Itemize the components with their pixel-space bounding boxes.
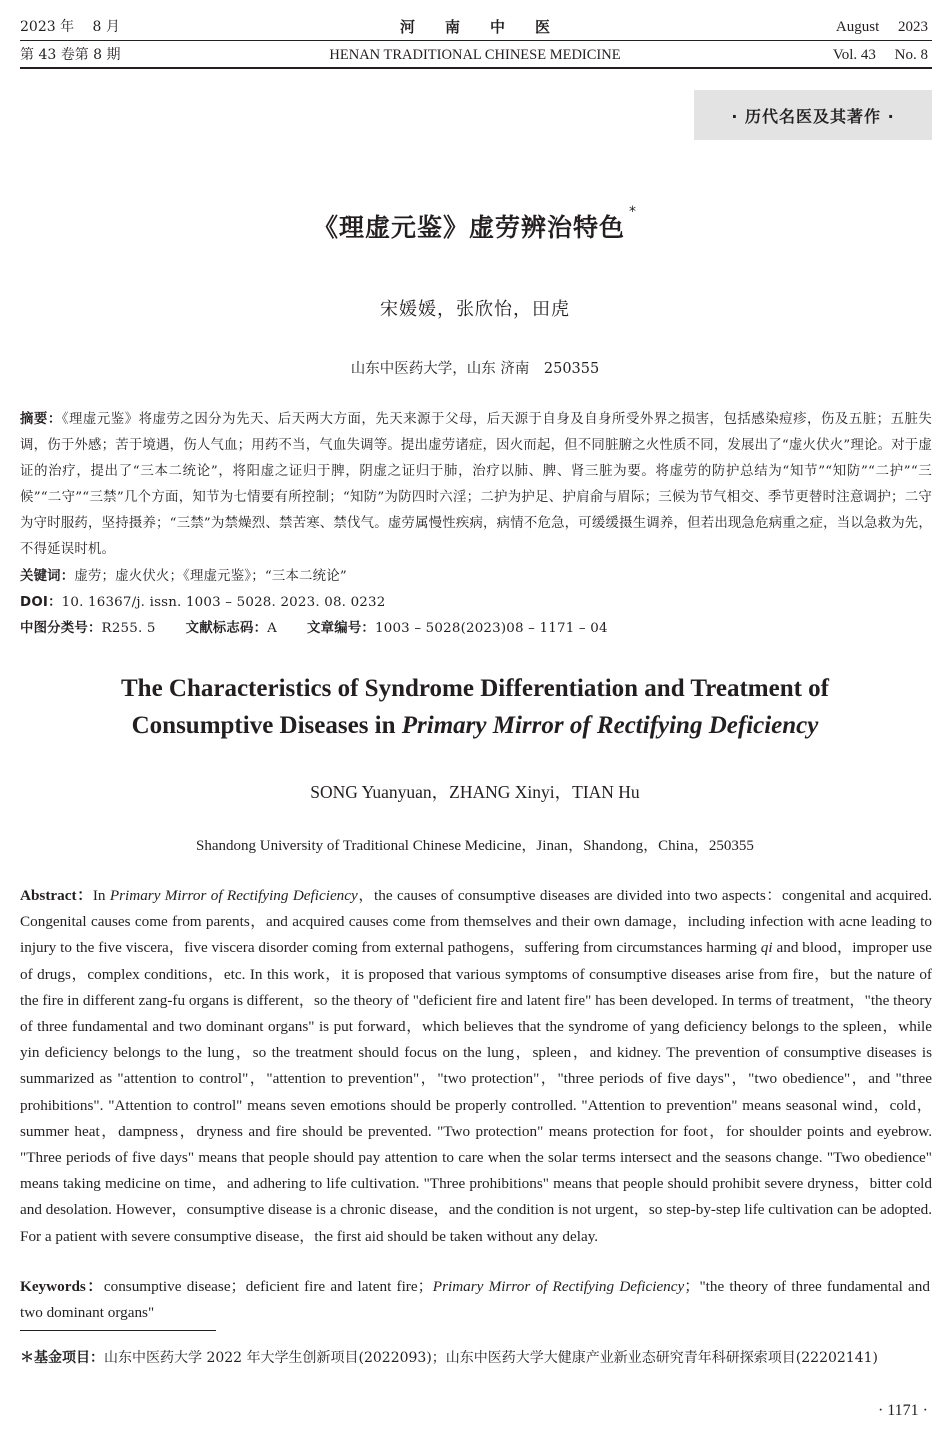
doc-code-value: A <box>267 621 278 636</box>
article-title-en-line2 <box>0 707 950 744</box>
footnote-funding <box>20 1346 932 1371</box>
keywords-en-label: Keywords： <box>20 1278 104 1295</box>
article-title-en-line1: The Characteristics of Syndrome Differentiation and Treatment of <box>120 675 830 702</box>
doi-label: DOI： <box>20 595 62 610</box>
clc-value: R255. 5 <box>101 621 156 636</box>
article-title-en-book: Primary Mirror of Rectifying Deficiency <box>401 712 819 739</box>
footnote-label: ＊基金项目： <box>20 1350 104 1366</box>
clc-label: 中图分类号： <box>20 621 102 636</box>
keywords-cn-label: 关键词： <box>20 569 75 584</box>
article-title-cn <box>0 204 950 244</box>
abstract-en-qi: qi <box>760 939 773 957</box>
abstract-cn-label: 摘要： <box>20 412 62 427</box>
header-divider-thin <box>20 40 932 41</box>
affiliation-en: Shandong University of Traditional Chinese Medicine，Jinan，Shandong，China，250355 <box>196 838 754 854</box>
keywords-en-text-1: consumptive disease；deficient fire and latent fire； <box>103 1278 433 1295</box>
article-no-label: 文章编号： <box>307 621 375 636</box>
affiliation-cn: 山东中医药大学，山东 济南 250355 <box>350 361 600 377</box>
abstract-cn-text: 《理虚元鉴》将虚劳之因分为先天、后天两大方面，先天来源于父母，后天源于自身及自身所受外界之损害，包括感染痘疹，伤及五脏；五脏失调，伤于外感；苦于境遇，伤人气血；用药不当，气血失调等。提出虚劳诸症，因火而起，但不同脏腑之火性质不同，发展出了“虚火伏火”理论。对于虚证的治疗，提出了“三本二统论”，将阳虚之证归于脾，阴虚之证归于肺，治疗以肺、脾、肾三脏为要。将虚劳的防护总结为“知节”“知防”“二护”“三候”“二守”“三禁”几个方面，知节为七情要有所控制；“知防”为防四时六淫；二护为护足、护肩俞与眉际；三候为节气相交、季节更替时注意调护；二守为守时服药，坚持摄养；“三禁”为禁燥烈、禁苦寒、禁伐气。虚劳属慢性疾病，病情不危急，可缓缓摄生调养，但若出现急危病重之症，当以急救为先，不得延误时机。 <box>20 412 932 557</box>
abstract-cn <box>20 407 932 563</box>
keywords-en <box>20 1274 930 1326</box>
header-journal-en: HENAN TRADITIONAL CHINESE MEDICINE <box>329 47 621 63</box>
article-title-en <box>0 670 950 744</box>
header-date-en: August 2023 <box>835 19 928 35</box>
keywords-en-text-2: ；"the theory of three fundamental and two dominant organs" <box>20 1278 930 1322</box>
keywords-en-book-title: Primary Mirror of Rectifying Deficiency <box>432 1278 685 1295</box>
article-title-en-prefix: Consumptive Diseases in <box>131 712 402 739</box>
column-label: · 历代名医及其著作 · <box>694 90 932 140</box>
footnote-text: 山东中医药大学 2022 年大学生创新项目(2022093)；山东中医药大学大健康产业新业态研究青年科研探索项目(22202141) <box>104 1350 878 1366</box>
page-number: · 1171 · <box>877 1402 928 1419</box>
abstract-en-label: Abstract： <box>20 887 93 904</box>
header-divider-thick <box>20 67 932 69</box>
abstract-en-book-title: Primary Mirror of Rectifying Deficiency <box>109 887 358 904</box>
abstract-en <box>20 883 932 1250</box>
abstract-en-text-1: In <box>92 887 110 904</box>
footnote-divider <box>20 1330 216 1331</box>
article-title-cn-text: 《理虚元鉴》虚劳辨治特色 <box>312 213 625 242</box>
doc-code-label: 文献标志码： <box>185 621 268 636</box>
keywords-cn-text: 虚劳；虚火伏火；《理虚元鉴》；“三本二统论” <box>74 569 347 584</box>
doi-link[interactable]: 10. 16367/j. issn. 1003 – 5028. 2023. 08. 0232 <box>61 595 386 610</box>
funding-mark: * <box>629 204 637 220</box>
article-no-value: 1003 – 5028(2023)08 – 1171 – 04 <box>375 621 608 636</box>
header-volume-en: Vol. 43 No. 8 <box>832 47 928 63</box>
authors-cn: 宋媛媛，张欣怡，田虎 <box>380 299 570 320</box>
header-date-cn: 2023 年 8 月 <box>20 19 120 35</box>
abstract-en-text-3: and blood，improper use of drugs，complex conditions，etc. In this work，it is proposed that various symptoms of consumptive diseases arise from fire，but the nature of the fire in different zang-fu organs is different，so the theory of "deficient fire and latent fire" has been developed. In terms of treatment，"the theory of three fundamental and two dominant organs" is put forward，which believes that the syndrome of yang deficiency belongs to the spleen，while yin deficiency belongs to the lung，so the treatment should focus on the lung，spleen，and kidney. The prevention of consumptive diseases is summarized as "attention to control"，"attention to prevention"，"two protection"，"three periods of five days"，"two obedience"，and "three prohibitions". "Attention to control" means seven emotions should be properly controlled. "Attention to prevention" means seasonal wind，cold，summer heat，dampness，dryness and fire should be prevented. "Two protection" means protection for foot，for shoulder points and eyebrow. "Three periods of five days" means that people should pay attention to care when the solar terms intersect and the seasons change. "Two obedience" means taking medicine on time，and adhering to life cultivation. "Three prohibitions" means that people should prohibit severe dryness，bitter cold and desolation. However，consumptive disease is a chronic disease，and the condition is not urgent，so step-by-step life cultivation can be adopted. For a patient with severe consumptive disease，the first aid should be taken without any delay. <box>20 939 932 1245</box>
abstract-en-text-2: ，the causes of consumptive diseases are divided into two aspects：congenital and acquired. Congenital causes come from parents，and acquired causes come from themselves and their own damage，including infection with acne leading to injury to the five viscera，five viscera disorder coming from external pathogens，suffering from circumstances harming <box>20 887 932 957</box>
authors-en: SONG Yuanyuan，ZHANG Xinyi，TIAN Hu <box>310 782 640 802</box>
keywords-cn <box>20 564 932 590</box>
classification-line <box>20 616 932 642</box>
header-issue-cn: 第 43 卷第 8 期 <box>20 47 121 63</box>
header-journal-cn: 河 南 中 医 <box>399 18 550 36</box>
doi-line <box>20 590 932 616</box>
